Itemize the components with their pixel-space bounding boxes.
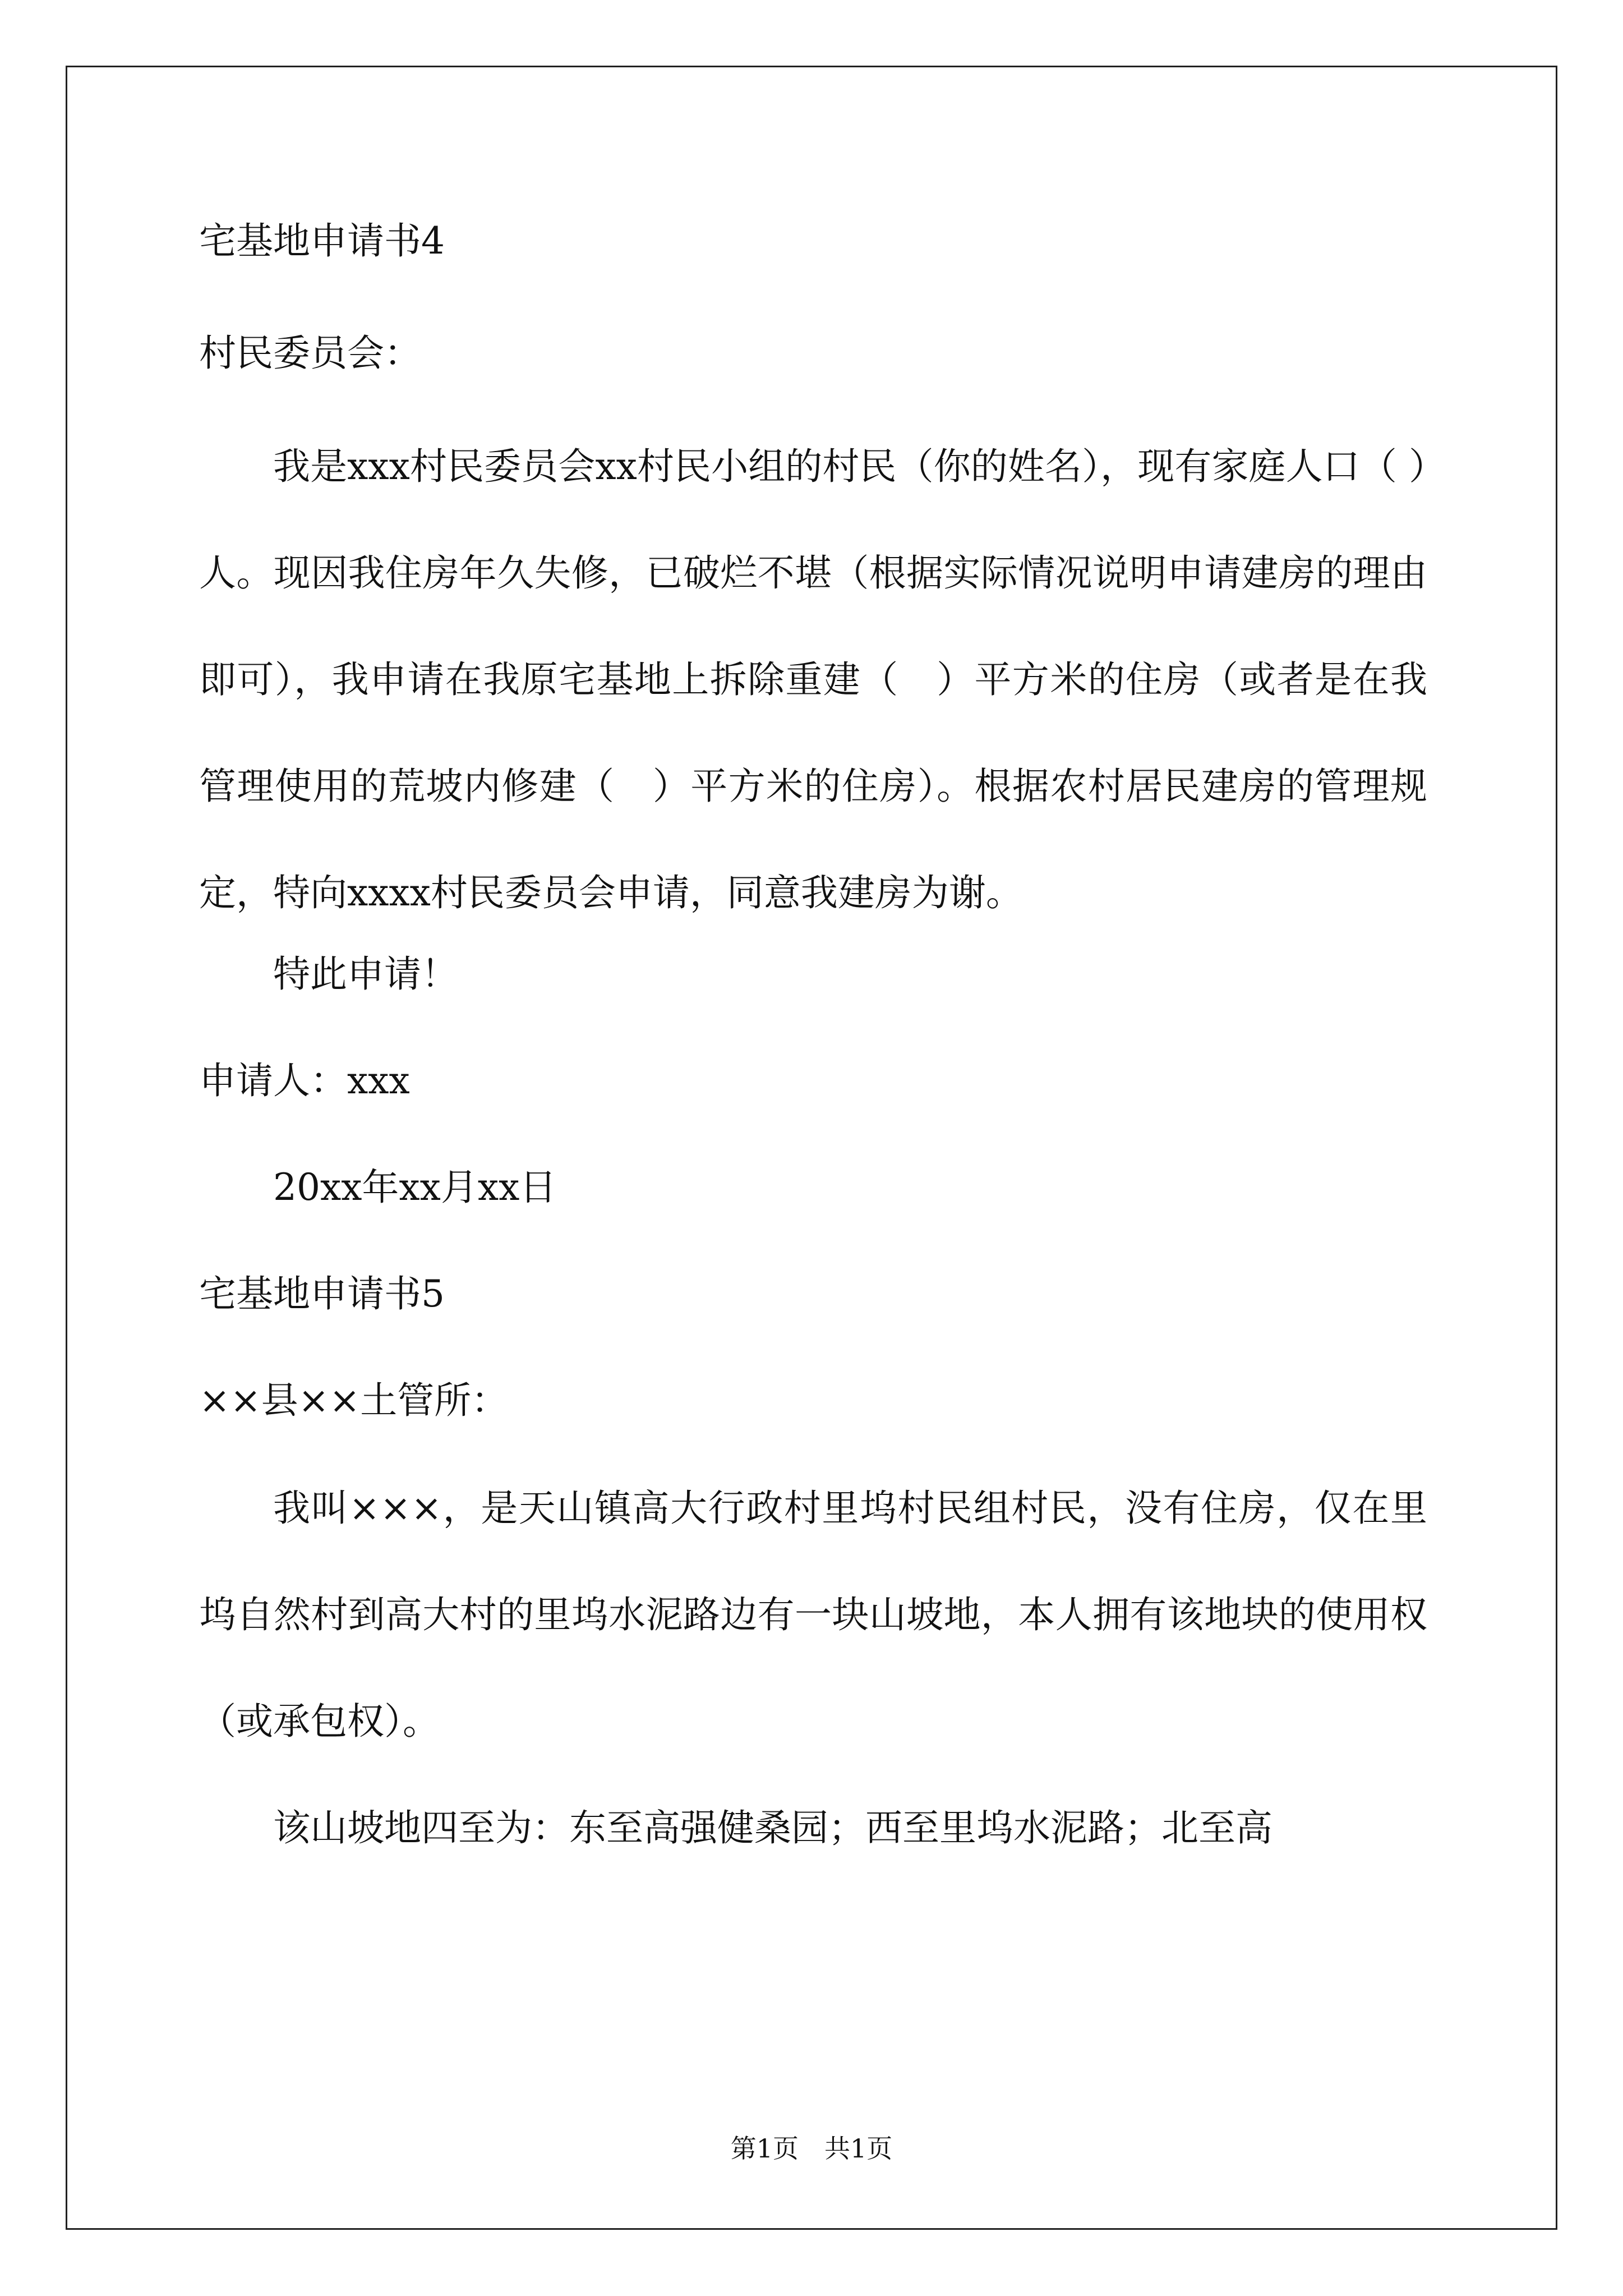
boundaries-paragraph-5: 该山坡地四至为：东至高强健桑园；西至里坞水泥路；北至高 xyxy=(273,1806,1272,1849)
page-footer: 第1页 共1页 xyxy=(730,2133,893,2164)
section-heading-4: 宅基地申请书4 xyxy=(199,219,445,263)
addressee-4: 村民委员会： xyxy=(199,332,421,375)
applicant-line-4: 申请人：xxx xyxy=(199,1059,410,1102)
body-paragraph-5: 我叫×××，是天山镇高大行政村里坞村民组村民，没有住房，仅在里坞自然村到高大村的里坞水泥路边有一块山坡地，本人拥有该地块的使用权（或承包权）。 xyxy=(199,1487,1427,1743)
date-line-4: 20xx年xx月xx日 xyxy=(273,1166,557,1209)
addressee-5: ××县××土管所： xyxy=(199,1379,509,1422)
body-paragraph-4: 我是xxx村民委员会xx村民小组的村民（你的姓名），现有家庭人口（ ）人。现因我住房年久失修，已破烂不堪（根据实际情况说明申请建房的理由即可），我申请在我原宅基地上拆除重建（ ）平方米的住房（或者是在我管理使用的荒坡内修建（ ）平方米的住房）。根据农村居民建房的管理规定，特向xxxx村民委员会申请，同意我建房为谢。 xyxy=(199,445,1427,914)
closing-line-4: 特此申请！ xyxy=(273,953,458,996)
document-body xyxy=(199,213,1427,1881)
section-heading-5: 宅基地申请书5 xyxy=(199,1272,445,1315)
